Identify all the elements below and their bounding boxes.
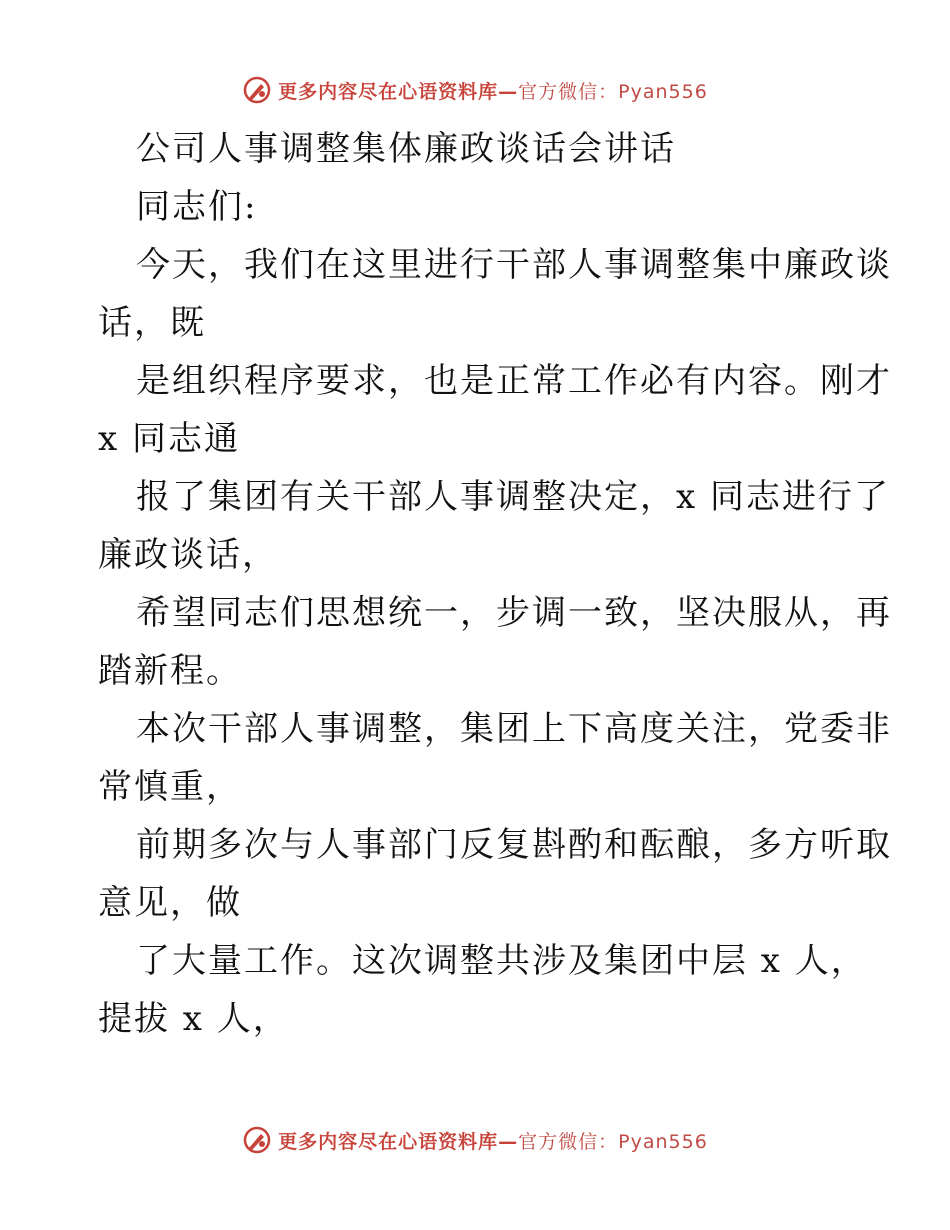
quill-logo-icon — [242, 75, 272, 105]
footer-banner — [0, 1120, 950, 1160]
paragraph-line: 本次干部人事调整，集团上下高度关注，党委非 — [136, 709, 892, 749]
paragraph-line: 报了集团有关干部人事调整决定，x 同志进行了 — [136, 477, 890, 517]
document-title: 公司人事调整集体廉政谈话会讲话 — [136, 129, 676, 169]
header-banner — [0, 70, 950, 110]
paragraph-line: 了大量工作。这次调整共涉及集团中层 x 人， — [136, 941, 867, 981]
salutation: 同志们: — [136, 187, 258, 227]
footer-banner-wechat: 官方微信：Pyan556 — [518, 1130, 708, 1153]
paragraph-line: 常慎重， — [98, 767, 242, 807]
footer-banner-main: 更多内容尽在心语资料库— — [278, 1130, 519, 1153]
header-banner-main: 更多内容尽在心语资料库— — [278, 80, 519, 103]
footer-banner-text — [278, 1127, 708, 1154]
paragraph-line: 前期多次与人事部门反复斟酌和酝酿，多方听取 — [136, 825, 892, 865]
paragraph-line: 希望同志们思想统一，步调一致，坚决服从，再 — [136, 593, 892, 633]
paragraph-line: 踏新程。 — [98, 651, 242, 691]
quill-logo-icon — [242, 1125, 272, 1155]
header-banner-text — [278, 77, 708, 104]
header-banner-wechat: 官方微信：Pyan556 — [518, 80, 708, 103]
paragraph-line: 今天，我们在这里进行干部人事调整集中廉政谈 — [136, 245, 892, 285]
paragraph-line: 话，既 — [98, 303, 206, 343]
paragraph-line: 廉政谈话， — [98, 535, 278, 575]
document-body — [98, 120, 892, 1048]
paragraph-line: x 同志通 — [98, 419, 240, 459]
paragraph-line: 提拔 x 人， — [98, 999, 289, 1039]
paragraph-line: 是组织程序要求，也是正常工作必有内容。刚才 — [136, 361, 892, 401]
paragraph-line: 意见，做 — [98, 883, 242, 923]
